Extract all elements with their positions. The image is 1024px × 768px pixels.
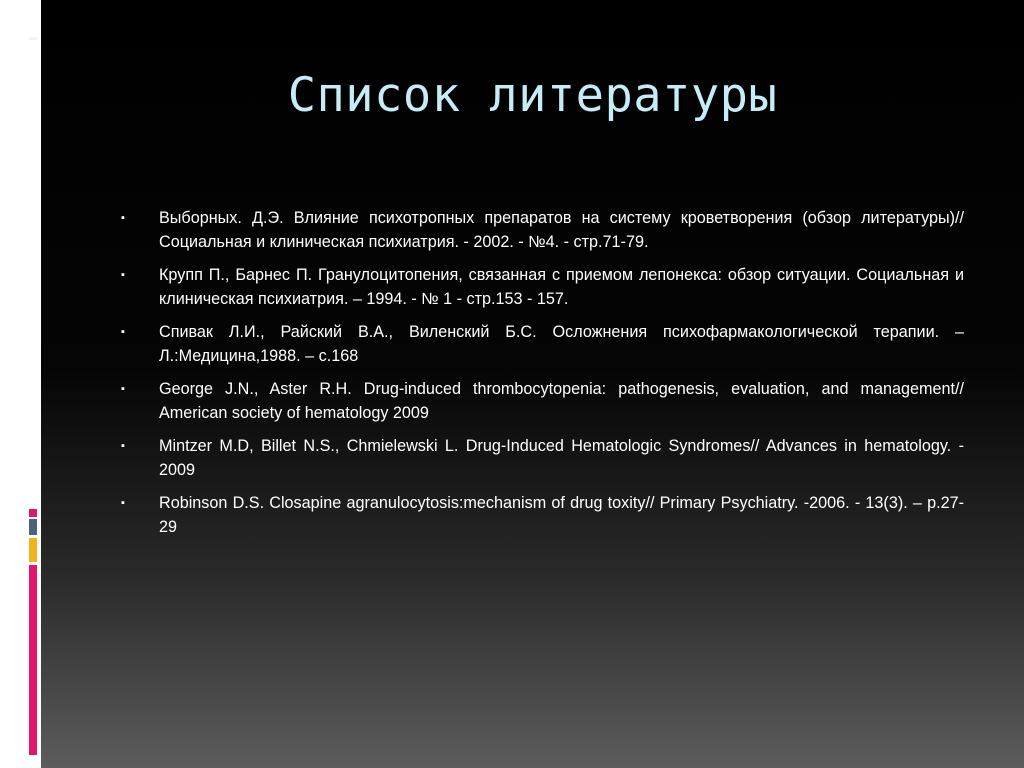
slate-accent-stripe (29, 519, 37, 535)
reference-item (118, 491, 964, 539)
reference-text: George J.N., Aster R.H. Drug-induced thrombocytopenia: pathogenesis, evaluation, and management// American society of hematology 2009 (159, 380, 964, 422)
top-accent-stripe-edge (29, 37, 37, 40)
reference-item (118, 320, 964, 368)
bullet-icon: ▪ (121, 497, 125, 509)
bullet-icon: ▪ (121, 269, 125, 281)
pink-accent-stripe-small (29, 509, 37, 517)
yellow-accent-stripe (29, 538, 37, 562)
reference-text: Выборных. Д.Э. Влияние психотропных препаратов на систему кроветворения (обзор литературы)// Социальная и клиническая психиатрия. - 2002. - №4. - стр.71-79. (159, 209, 964, 251)
bullet-icon: ▪ (121, 440, 125, 452)
reference-item (118, 206, 964, 254)
top-accent-stripe (29, 0, 37, 37)
reference-list (118, 206, 964, 548)
bullet-icon: ▪ (121, 326, 125, 338)
bullet-icon: ▪ (121, 212, 125, 224)
slide-title: Список литературы (287, 68, 778, 123)
reference-text: Robinson D.S. Closapine agranulocytosis:mechanism of drug toxity// Primary Psychiatry. -2006. - 13(3). – p.27-29 (159, 494, 964, 536)
reference-item (118, 263, 964, 311)
bullet-icon: ▪ (121, 383, 125, 395)
reference-text: Крупп П., Барнес П. Гранулоцитопения, связанная с приемом лепонекса: обзор ситуации. Социальная и клиническая психиатрия. – 1994. - № 1 - стр.153 - 157. (159, 266, 964, 308)
reference-item (118, 377, 964, 425)
reference-text: Mintzer M.D, Billet N.S., Chmielewski L. Drug-Induced Hematologic Syndromes// Advances in hematology. - 2009 (159, 437, 964, 479)
reference-item (118, 434, 964, 482)
pink-accent-stripe-large (29, 565, 37, 755)
reference-text: Спивак Л.И., Райский В.А., Виленский Б.С. Осложнения психофармакологической терапии. – Л.:Медицина,1988. – с.168 (159, 323, 964, 365)
